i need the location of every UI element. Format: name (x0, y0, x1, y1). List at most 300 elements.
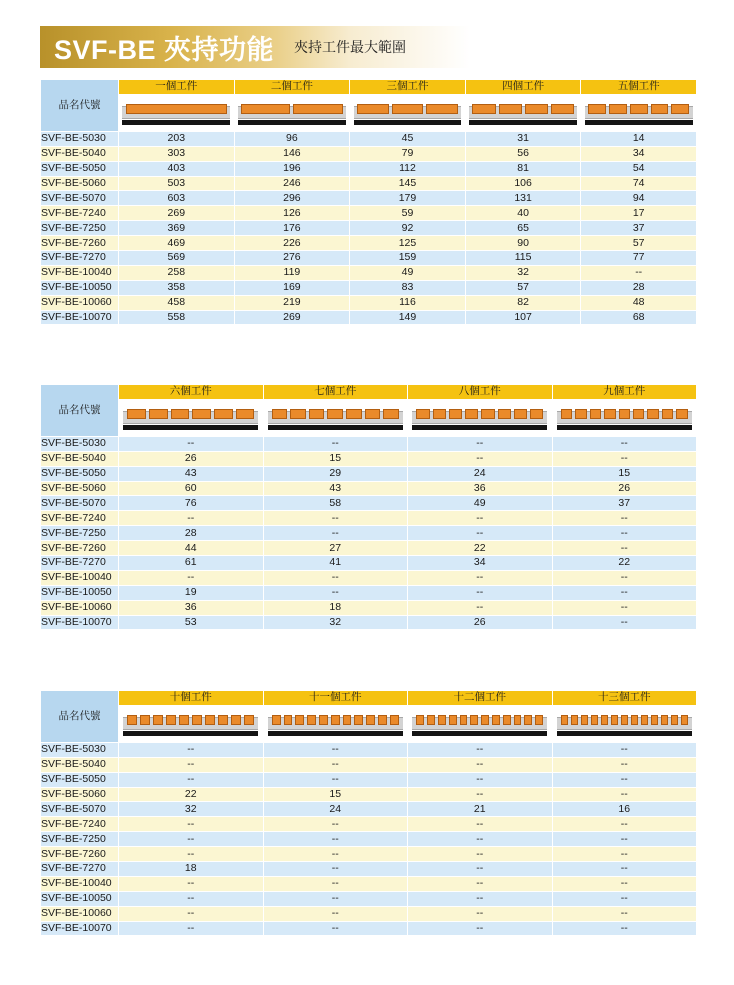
range-value: 27 (263, 541, 408, 556)
workpiece-block (641, 715, 648, 725)
range-value: 74 (581, 176, 697, 191)
page-header (40, 26, 470, 68)
range-value: -- (408, 757, 553, 772)
range-value: 403 (119, 161, 235, 176)
model-code: SVF-BE-5050 (41, 772, 119, 787)
model-code: SVF-BE-5030 (41, 131, 119, 146)
table-row (41, 832, 697, 847)
range-value: 296 (234, 191, 350, 206)
model-code: SVF-BE-5060 (41, 176, 119, 191)
range-value: 28 (581, 280, 697, 295)
table-row (41, 310, 697, 325)
column-header: 二個工件 (234, 80, 350, 95)
range-value: 26 (119, 451, 264, 466)
range-value: -- (263, 757, 408, 772)
range-value: 32 (263, 615, 408, 630)
range-value: -- (552, 541, 697, 556)
workpiece-block (319, 715, 328, 725)
workpiece-block (481, 715, 489, 725)
range-value: 112 (350, 161, 466, 176)
model-code: SVF-BE-7240 (41, 817, 119, 832)
vise-fixture-icon (123, 404, 258, 432)
range-value: 358 (119, 280, 235, 295)
column-header: 九個工件 (552, 385, 697, 400)
clamping-table-1 (40, 79, 697, 325)
range-value: -- (119, 757, 264, 772)
vise-fixture-icon (123, 710, 258, 738)
workpiece-block (651, 104, 669, 114)
vise-fixture-icon (238, 99, 346, 127)
range-value: -- (263, 772, 408, 787)
range-value: 57 (581, 236, 697, 251)
range-value: -- (408, 570, 553, 585)
model-code: SVF-BE-5060 (41, 787, 119, 802)
table-row (41, 541, 697, 556)
workpiece-block (524, 715, 532, 725)
range-value: 90 (465, 236, 581, 251)
workpiece-block (272, 409, 288, 419)
column-header-row (41, 385, 697, 400)
model-code: SVF-BE-7260 (41, 236, 119, 251)
model-code: SVF-BE-5050 (41, 161, 119, 176)
table-row (41, 176, 697, 191)
workpiece-block (604, 409, 615, 419)
range-value: -- (408, 862, 553, 877)
workpiece-block (214, 409, 233, 419)
workpiece-block (171, 409, 190, 419)
table-row (41, 280, 697, 295)
table-row (41, 585, 697, 600)
range-value: -- (263, 832, 408, 847)
range-value: -- (552, 817, 697, 832)
range-value: 77 (581, 251, 697, 266)
model-code-header: 品名代號 (41, 691, 119, 743)
range-value: -- (552, 847, 697, 862)
range-value: -- (552, 615, 697, 630)
range-value: 21 (408, 802, 553, 817)
workpiece-block (449, 715, 457, 725)
range-value: 119 (234, 265, 350, 280)
range-value: 44 (119, 541, 264, 556)
table-row (41, 876, 697, 891)
model-code: SVF-BE-5070 (41, 496, 119, 511)
model-code: SVF-BE-7250 (41, 221, 119, 236)
range-value: 83 (350, 280, 466, 295)
range-value: 82 (465, 295, 581, 310)
workpiece-block (601, 715, 608, 725)
range-value: -- (119, 436, 264, 451)
range-value: -- (263, 876, 408, 891)
workpiece-block (676, 409, 687, 419)
workpiece-block (192, 409, 211, 419)
range-value: -- (263, 891, 408, 906)
workpiece-block (630, 104, 648, 114)
range-value: -- (552, 832, 697, 847)
model-code: SVF-BE-10060 (41, 295, 119, 310)
table-row (41, 921, 697, 936)
workpiece-block (438, 715, 446, 725)
range-value: 149 (350, 310, 466, 325)
workpiece-block (218, 715, 228, 725)
table-row (41, 146, 697, 161)
workpiece-block (470, 715, 478, 725)
fixture-illustration (119, 399, 264, 436)
workpiece-block (166, 715, 176, 725)
range-value: 32 (465, 265, 581, 280)
range-value: -- (263, 526, 408, 541)
range-value: 169 (234, 280, 350, 295)
range-value: -- (552, 570, 697, 585)
range-value: 96 (234, 131, 350, 146)
workpiece-block (514, 715, 522, 725)
fixture-illustration (350, 94, 466, 131)
column-header: 八個工件 (408, 385, 553, 400)
workpiece-block (575, 409, 586, 419)
workpiece-block (621, 715, 628, 725)
range-value: 603 (119, 191, 235, 206)
range-value: 26 (408, 615, 553, 630)
range-value: 303 (119, 146, 235, 161)
workpiece-block (433, 409, 446, 419)
range-value: -- (408, 832, 553, 847)
table-row (41, 817, 697, 832)
workpiece-block (378, 715, 387, 725)
range-value: 22 (119, 787, 264, 802)
model-code: SVF-BE-10040 (41, 570, 119, 585)
table-row (41, 265, 697, 280)
workpiece-block (561, 715, 568, 725)
range-value: -- (408, 921, 553, 936)
range-value: 107 (465, 310, 581, 325)
workpiece-block (327, 409, 343, 419)
range-value: -- (552, 585, 697, 600)
table-row (41, 206, 697, 221)
vise-fixture-icon (354, 99, 462, 127)
range-value: -- (408, 742, 553, 757)
vise-fixture-icon (122, 99, 230, 127)
model-code: SVF-BE-5030 (41, 436, 119, 451)
range-value: 31 (465, 131, 581, 146)
range-value: 569 (119, 251, 235, 266)
vise-fixture-icon (557, 404, 692, 432)
range-value: 41 (263, 556, 408, 571)
table-row (41, 191, 697, 206)
workpiece-block (343, 715, 352, 725)
workpiece-block (416, 715, 424, 725)
model-code: SVF-BE-5030 (41, 742, 119, 757)
table-row (41, 251, 697, 266)
table-row (41, 787, 697, 802)
range-value: 369 (119, 221, 235, 236)
range-value: -- (263, 921, 408, 936)
model-code: SVF-BE-7270 (41, 251, 119, 266)
workpiece-block (354, 715, 363, 725)
vise-fixture-icon (469, 99, 577, 127)
range-value: -- (263, 906, 408, 921)
workpiece-block (383, 409, 399, 419)
range-value: 246 (234, 176, 350, 191)
workpiece-block (346, 409, 362, 419)
model-code: SVF-BE-7240 (41, 511, 119, 526)
range-value: 115 (465, 251, 581, 266)
range-value: 226 (234, 236, 350, 251)
model-code: SVF-BE-10070 (41, 921, 119, 936)
range-value: -- (408, 772, 553, 787)
workpiece-block (392, 104, 424, 114)
model-code: SVF-BE-10060 (41, 600, 119, 615)
range-value: -- (263, 436, 408, 451)
workpiece-block (591, 715, 598, 725)
workpiece-block (571, 715, 578, 725)
range-value: 81 (465, 161, 581, 176)
range-value: 269 (119, 206, 235, 221)
model-code: SVF-BE-7240 (41, 206, 119, 221)
workpiece-block (127, 715, 137, 725)
range-value: -- (408, 585, 553, 600)
range-value: -- (408, 891, 553, 906)
workpiece-block (503, 715, 511, 725)
workpiece-block (662, 409, 673, 419)
table-row (41, 236, 697, 251)
range-value: 258 (119, 265, 235, 280)
workpiece-block (366, 715, 375, 725)
workpiece-block (426, 104, 458, 114)
workpiece-block (309, 409, 325, 419)
range-value: 79 (350, 146, 466, 161)
model-code: SVF-BE-5040 (41, 451, 119, 466)
workpiece-block (631, 715, 638, 725)
range-value: 26 (552, 481, 697, 496)
column-header: 五個工件 (581, 80, 697, 95)
fixture-image-row (41, 705, 697, 742)
fixture-image-row (41, 399, 697, 436)
range-value: -- (552, 451, 697, 466)
model-code-header: 品名代號 (41, 385, 119, 437)
range-value: -- (552, 787, 697, 802)
workpiece-block (492, 715, 500, 725)
model-code: SVF-BE-5040 (41, 757, 119, 772)
workpiece-block (153, 715, 163, 725)
workpiece-block (236, 409, 255, 419)
workpiece-block (514, 409, 527, 419)
range-value: 125 (350, 236, 466, 251)
workpiece-block (427, 715, 435, 725)
range-value: 558 (119, 310, 235, 325)
range-value: 49 (350, 265, 466, 280)
workpiece-block (530, 409, 543, 419)
workpiece-block (293, 104, 342, 114)
workpiece-block (581, 715, 588, 725)
table-row (41, 862, 697, 877)
workpiece-block (651, 715, 658, 725)
model-code: SVF-BE-5070 (41, 191, 119, 206)
range-value: -- (408, 817, 553, 832)
workpiece-block (661, 715, 668, 725)
range-value: 219 (234, 295, 350, 310)
workpiece-block (231, 715, 241, 725)
range-value: 48 (581, 295, 697, 310)
column-header-row (41, 691, 697, 706)
fixture-illustration (408, 399, 553, 436)
column-header: 十三個工件 (552, 691, 697, 706)
range-value: -- (408, 787, 553, 802)
range-value: -- (119, 847, 264, 862)
table-row (41, 556, 697, 571)
model-code: SVF-BE-10050 (41, 891, 119, 906)
model-code: SVF-BE-7250 (41, 526, 119, 541)
workpiece-block (588, 104, 606, 114)
workpiece-block (284, 715, 293, 725)
range-value: -- (408, 511, 553, 526)
workpiece-block (365, 409, 381, 419)
column-header: 三個工件 (350, 80, 466, 95)
range-value: -- (408, 847, 553, 862)
range-value: -- (263, 862, 408, 877)
table-row (41, 802, 697, 817)
workpiece-block (192, 715, 202, 725)
vise-fixture-icon (268, 404, 403, 432)
table-row (41, 161, 697, 176)
workpiece-block (619, 409, 630, 419)
range-value: -- (552, 921, 697, 936)
table-row (41, 466, 697, 481)
model-code: SVF-BE-5070 (41, 802, 119, 817)
range-value: -- (119, 876, 264, 891)
workpiece-block (525, 104, 548, 114)
clamping-table-2 (40, 384, 697, 630)
workpiece-block (205, 715, 215, 725)
fixture-illustration (119, 94, 235, 131)
fixture-illustration (552, 705, 697, 742)
range-value: 15 (552, 466, 697, 481)
fixture-illustration (263, 705, 408, 742)
table-row (41, 295, 697, 310)
workpiece-block (590, 409, 601, 419)
range-value: 276 (234, 251, 350, 266)
table-row (41, 511, 697, 526)
model-code: SVF-BE-7260 (41, 847, 119, 862)
range-value: 65 (465, 221, 581, 236)
range-value: -- (552, 876, 697, 891)
range-value: -- (119, 921, 264, 936)
model-code: SVF-BE-10070 (41, 310, 119, 325)
table-row (41, 742, 697, 757)
range-value: -- (552, 862, 697, 877)
workpiece-block (472, 104, 495, 114)
model-code: SVF-BE-10050 (41, 585, 119, 600)
range-value: 43 (119, 466, 264, 481)
range-value: 503 (119, 176, 235, 191)
workpiece-block (609, 104, 627, 114)
range-value: 145 (350, 176, 466, 191)
vise-fixture-icon (412, 404, 547, 432)
range-value: 58 (263, 496, 408, 511)
column-header: 六個工件 (119, 385, 264, 400)
model-code: SVF-BE-7270 (41, 556, 119, 571)
model-code-header: 品名代號 (41, 80, 119, 132)
range-value: -- (119, 817, 264, 832)
column-header: 一個工件 (119, 80, 235, 95)
workpiece-block (671, 104, 689, 114)
model-code: SVF-BE-10060 (41, 906, 119, 921)
range-value: -- (408, 906, 553, 921)
workpiece-block (390, 715, 399, 725)
table-row (41, 772, 697, 787)
range-value: -- (263, 847, 408, 862)
range-value: 176 (234, 221, 350, 236)
range-value: 19 (119, 585, 264, 600)
range-value: 92 (350, 221, 466, 236)
workpiece-block (647, 409, 658, 419)
model-code: SVF-BE-10040 (41, 876, 119, 891)
range-value: -- (552, 772, 697, 787)
workpiece-block (671, 715, 678, 725)
workpiece-block (460, 715, 468, 725)
workpiece-block (290, 409, 306, 419)
range-value: 14 (581, 131, 697, 146)
range-value: 54 (581, 161, 697, 176)
workpiece-block (633, 409, 644, 419)
range-value: -- (552, 757, 697, 772)
range-value: 36 (119, 600, 264, 615)
model-code: SVF-BE-5050 (41, 466, 119, 481)
range-value: -- (581, 265, 697, 280)
table-row (41, 891, 697, 906)
workpiece-block (551, 104, 574, 114)
range-value: -- (263, 817, 408, 832)
workpiece-block (498, 409, 511, 419)
range-value: -- (119, 570, 264, 585)
range-value: 179 (350, 191, 466, 206)
range-value: -- (119, 742, 264, 757)
range-value: 45 (350, 131, 466, 146)
range-value: 29 (263, 466, 408, 481)
range-value: -- (552, 600, 697, 615)
table-row (41, 570, 697, 585)
column-header: 十二個工件 (408, 691, 553, 706)
header-subtitle: 夾持工件最大範圍 (294, 39, 407, 55)
model-code: SVF-BE-10050 (41, 280, 119, 295)
vise-fixture-icon (585, 99, 693, 127)
range-value: 24 (408, 466, 553, 481)
fixture-illustration (408, 705, 553, 742)
workpiece-block (499, 104, 522, 114)
workpiece-block (244, 715, 254, 725)
table-row (41, 481, 697, 496)
range-value: 37 (552, 496, 697, 511)
vise-fixture-icon (412, 710, 547, 738)
range-value: 59 (350, 206, 466, 221)
range-value: -- (552, 526, 697, 541)
range-value: 126 (234, 206, 350, 221)
range-value: 40 (465, 206, 581, 221)
table-row (41, 451, 697, 466)
table-row (41, 847, 697, 862)
range-value: -- (552, 511, 697, 526)
range-value: -- (552, 906, 697, 921)
model-code: SVF-BE-5060 (41, 481, 119, 496)
range-value: 18 (263, 600, 408, 615)
table-row (41, 221, 697, 236)
model-code: SVF-BE-7260 (41, 541, 119, 556)
range-value: 116 (350, 295, 466, 310)
range-value: 32 (119, 802, 264, 817)
table-row (41, 757, 697, 772)
range-value: 56 (465, 146, 581, 161)
range-value: -- (263, 742, 408, 757)
range-value: -- (552, 436, 697, 451)
table-row (41, 131, 697, 146)
